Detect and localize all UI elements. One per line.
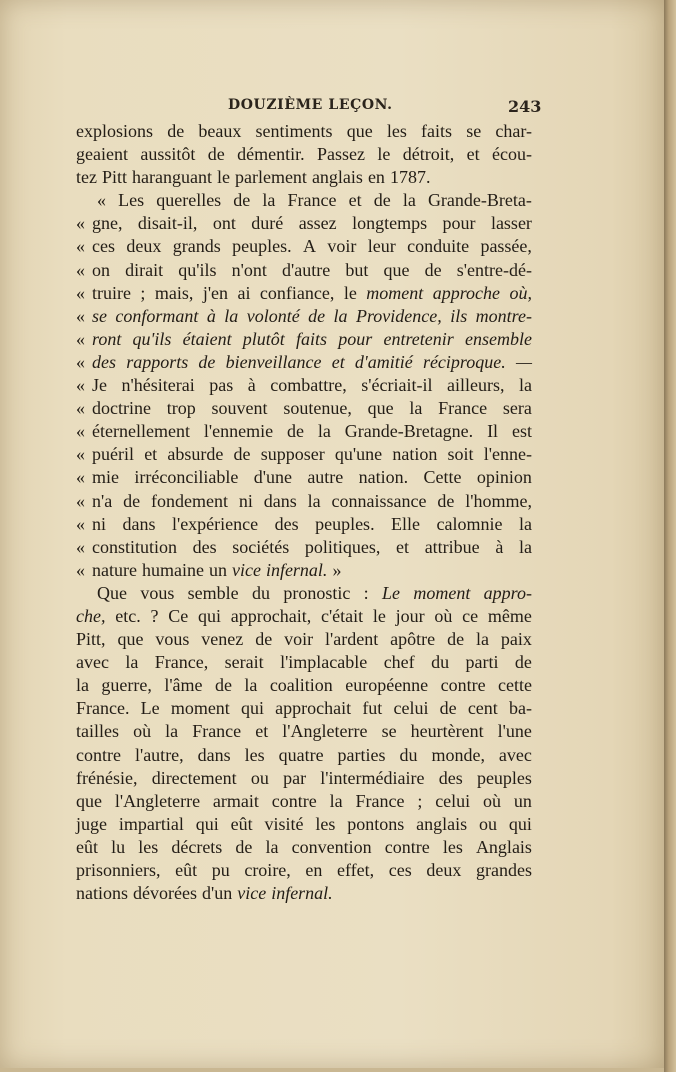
text-line: « gne, disait-il, ont duré assez longtemps pour lasser: [76, 212, 532, 235]
text-line: tailles où la France et l'Angleterre se heurtèrent l'une: [76, 721, 532, 742]
text-line: « n'a de fondement ni dans la connaissance de l'homme,: [76, 490, 532, 513]
running-header: [0, 95, 664, 123]
quote-mark: «: [76, 398, 85, 419]
text-line: « des rapports de bienveillance et d'amitié réciproque. —: [76, 351, 532, 374]
text-line: « éternellement l'ennemie de la Grande-Bretagne. Il est: [76, 420, 532, 443]
text-line: che, etc. ? Ce qui approchait, c'était le jour où ce même: [76, 605, 532, 626]
text-line: « nature humaine un vice infernal. »: [76, 559, 532, 582]
quote-mark: «: [76, 444, 85, 465]
text-line: eût lu les décrets de la convention contre les Anglais: [76, 836, 532, 857]
text-line: frénésie, directement ou par l'intermédiaire des peuples: [76, 767, 532, 788]
text-line: contre l'autre, dans les quatre parties du monde, avec: [76, 744, 532, 765]
quote-mark: «: [76, 282, 85, 303]
quote-mark: «: [76, 259, 85, 280]
text-line: la guerre, l'âme de la coalition européenne contre cette: [76, 675, 532, 696]
text-line: « ront qu'ils étaient plutôt faits pour entretenir ensemble: [76, 328, 532, 351]
quote-mark: «: [76, 305, 85, 326]
text-line: Que vous semble du pronostic : Le moment appro-: [97, 582, 532, 603]
page-number: 243: [508, 97, 542, 116]
text-line: « ni dans l'expérience des peuples. Elle calomnie la: [76, 513, 532, 536]
quote-mark: «: [76, 375, 85, 396]
quote-mark: «: [76, 536, 85, 557]
text-line: explosions de beaux sentiments que les faits se char-: [76, 121, 532, 141]
text-line: « doctrine trop souvent soutenue, que la France sera: [76, 397, 532, 420]
text-line: « Je n'hésiterai pas à combattre, s'écriait-il ailleurs, la: [76, 374, 532, 397]
running-title: DOUZIÈME LEÇON.: [228, 97, 393, 113]
text-line: nations dévorées d'un vice infernal.: [76, 883, 333, 904]
text-line: « puéril et absurde de supposer qu'une nation soit l'enne-: [76, 443, 532, 466]
quote-mark: «: [76, 467, 85, 488]
text-line: juge impartial qui eût visité les pontons anglais ou qui: [76, 813, 532, 834]
text-line: « truire ; mais, j'en ai confiance, le moment approche où,: [76, 282, 532, 305]
body-text: [76, 120, 532, 905]
text-line: tez Pitt haranguant le parlement anglais en 1787.: [76, 167, 431, 188]
quote-mark: «: [76, 236, 85, 257]
text-line: « on dirait qu'ils n'ont d'autre but que de s'entre-dé-: [76, 259, 532, 282]
text-line: « ces deux grands peuples. A voir leur conduite passée,: [76, 235, 532, 258]
text-line: avec la France, serait l'implacable chef du parti de: [76, 652, 532, 673]
quote-mark: «: [76, 421, 85, 442]
quote-mark: «: [76, 559, 85, 580]
quote-mark: «: [76, 328, 85, 349]
text-line: « mie irréconciliable d'une autre nation. Cette opinion: [76, 466, 532, 489]
quote-mark: «: [76, 490, 85, 511]
text-line: Pitt, que vous venez de voir l'ardent apôtre de la paix: [76, 629, 532, 650]
text-line: geaient aussitôt de démentir. Passez le détroit, et écou-: [76, 144, 532, 165]
text-line: « constitution des sociétés politiques, et attribue à la: [76, 536, 532, 559]
text-line: que l'Angleterre armait contre la France ; celui où un: [76, 790, 532, 811]
text-line: France. Le moment qui approchait fut celui de cent ba-: [76, 698, 532, 719]
page-edge: [664, 0, 676, 1072]
quote-mark: «: [76, 513, 85, 534]
quote-mark: «: [76, 351, 85, 372]
text-line: « Les querelles de la France et de la Grande-Breta-: [97, 190, 532, 211]
text-line: « se conformant à la volonté de la Providence, ils montre-: [76, 305, 532, 328]
text-line: prisonniers, eût pu croire, en effet, ces deux grandes: [76, 860, 532, 880]
quote-mark: «: [76, 213, 85, 234]
